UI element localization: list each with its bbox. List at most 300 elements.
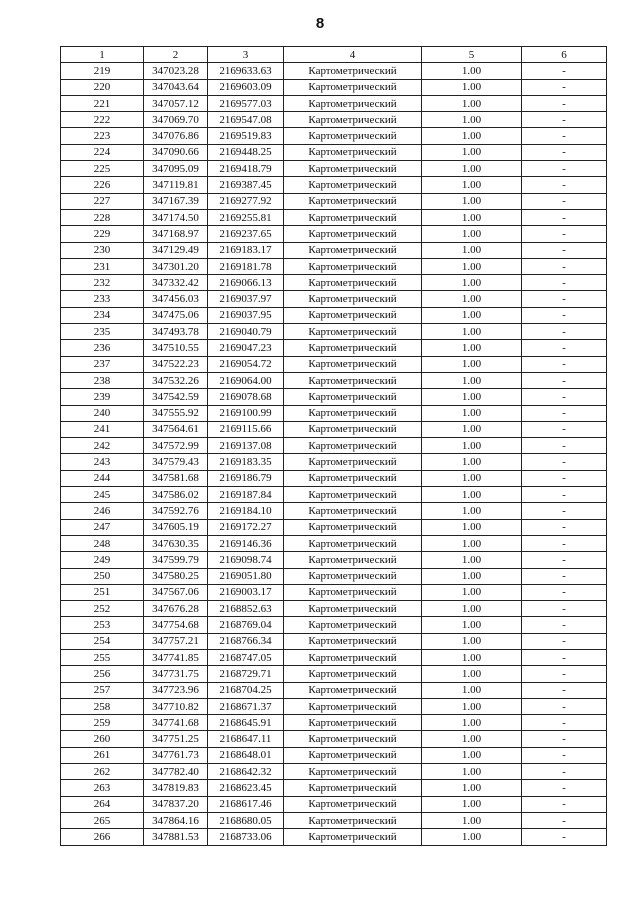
- point-number-cell: 238: [61, 372, 144, 388]
- accuracy-cell: 1.00: [422, 812, 522, 828]
- x-coordinate-cell: 347522.23: [144, 356, 208, 372]
- x-coordinate-cell: 347581.68: [144, 470, 208, 486]
- x-coordinate-cell: 347572.99: [144, 438, 208, 454]
- table-row: [61, 177, 607, 193]
- note-cell: -: [522, 112, 607, 128]
- y-coordinate-cell: 2169603.09: [208, 79, 284, 95]
- point-number-cell: 256: [61, 666, 144, 682]
- accuracy-cell: 1.00: [422, 209, 522, 225]
- method-cell: Картометрический: [284, 79, 422, 95]
- accuracy-cell: 1.00: [422, 568, 522, 584]
- x-coordinate-cell: 347819.83: [144, 780, 208, 796]
- y-coordinate-cell: 2168642.32: [208, 764, 284, 780]
- table-row: [61, 535, 607, 551]
- table-row: [61, 568, 607, 584]
- table-row: [61, 470, 607, 486]
- note-cell: -: [522, 438, 607, 454]
- x-coordinate-cell: 347710.82: [144, 698, 208, 714]
- note-cell: -: [522, 340, 607, 356]
- method-cell: Картометрический: [284, 764, 422, 780]
- note-cell: -: [522, 764, 607, 780]
- point-number-cell: 221: [61, 95, 144, 111]
- method-cell: Картометрический: [284, 340, 422, 356]
- point-number-cell: 244: [61, 470, 144, 486]
- y-coordinate-cell: 2169098.74: [208, 552, 284, 568]
- note-cell: -: [522, 747, 607, 763]
- y-coordinate-cell: 2169448.25: [208, 144, 284, 160]
- accuracy-cell: 1.00: [422, 829, 522, 845]
- accuracy-cell: 1.00: [422, 715, 522, 731]
- method-cell: Картометрический: [284, 796, 422, 812]
- point-number-cell: 241: [61, 421, 144, 437]
- accuracy-cell: 1.00: [422, 79, 522, 95]
- point-number-cell: 236: [61, 340, 144, 356]
- x-coordinate-cell: 347580.25: [144, 568, 208, 584]
- note-cell: -: [522, 307, 607, 323]
- method-cell: Картометрический: [284, 747, 422, 763]
- x-coordinate-cell: 347723.96: [144, 682, 208, 698]
- table-row: [61, 161, 607, 177]
- point-number-cell: 222: [61, 112, 144, 128]
- point-number-cell: 223: [61, 128, 144, 144]
- x-coordinate-cell: 347119.81: [144, 177, 208, 193]
- note-cell: -: [522, 193, 607, 209]
- x-coordinate-cell: 347630.35: [144, 535, 208, 551]
- accuracy-cell: 1.00: [422, 275, 522, 291]
- note-cell: -: [522, 780, 607, 796]
- accuracy-cell: 1.00: [422, 519, 522, 535]
- accuracy-cell: 1.00: [422, 112, 522, 128]
- x-coordinate-cell: 347168.97: [144, 226, 208, 242]
- method-cell: Картометрический: [284, 715, 422, 731]
- point-number-cell: 258: [61, 698, 144, 714]
- table-row: [61, 112, 607, 128]
- table-row: [61, 682, 607, 698]
- x-coordinate-cell: 347129.49: [144, 242, 208, 258]
- table-row: [61, 372, 607, 388]
- accuracy-cell: 1.00: [422, 617, 522, 633]
- y-coordinate-cell: 2168769.04: [208, 617, 284, 633]
- point-number-cell: 242: [61, 438, 144, 454]
- point-number-cell: 255: [61, 649, 144, 665]
- x-coordinate-cell: 347332.42: [144, 275, 208, 291]
- method-cell: Картометрический: [284, 161, 422, 177]
- y-coordinate-cell: 2169146.36: [208, 535, 284, 551]
- point-number-cell: 229: [61, 226, 144, 242]
- accuracy-cell: 1.00: [422, 666, 522, 682]
- point-number-cell: 254: [61, 633, 144, 649]
- table-row: [61, 649, 607, 665]
- accuracy-cell: 1.00: [422, 177, 522, 193]
- x-coordinate-cell: 347676.28: [144, 601, 208, 617]
- method-cell: Картометрический: [284, 112, 422, 128]
- x-coordinate-cell: 347761.73: [144, 747, 208, 763]
- y-coordinate-cell: 2168617.46: [208, 796, 284, 812]
- accuracy-cell: 1.00: [422, 128, 522, 144]
- y-coordinate-cell: 2169418.79: [208, 161, 284, 177]
- method-cell: Картометрический: [284, 780, 422, 796]
- x-coordinate-cell: 347881.53: [144, 829, 208, 845]
- table-row: [61, 796, 607, 812]
- point-number-cell: 232: [61, 275, 144, 291]
- y-coordinate-cell: 2168733.06: [208, 829, 284, 845]
- method-cell: Картометрический: [284, 731, 422, 747]
- table-row: [61, 144, 607, 160]
- method-cell: Картометрический: [284, 372, 422, 388]
- y-coordinate-cell: 2169051.80: [208, 568, 284, 584]
- point-number-cell: 245: [61, 487, 144, 503]
- table-row: [61, 715, 607, 731]
- note-cell: -: [522, 226, 607, 242]
- note-cell: -: [522, 79, 607, 95]
- point-number-cell: 264: [61, 796, 144, 812]
- method-cell: Картометрический: [284, 291, 422, 307]
- table-row: [61, 764, 607, 780]
- y-coordinate-cell: 2169078.68: [208, 389, 284, 405]
- y-coordinate-cell: 2168648.01: [208, 747, 284, 763]
- y-coordinate-cell: 2169547.08: [208, 112, 284, 128]
- x-coordinate-cell: 347167.39: [144, 193, 208, 209]
- accuracy-cell: 1.00: [422, 747, 522, 763]
- note-cell: -: [522, 324, 607, 340]
- table-row: [61, 356, 607, 372]
- point-number-cell: 237: [61, 356, 144, 372]
- note-cell: -: [522, 389, 607, 405]
- note-cell: -: [522, 552, 607, 568]
- point-number-cell: 228: [61, 209, 144, 225]
- method-cell: Картометрический: [284, 258, 422, 274]
- accuracy-cell: 1.00: [422, 258, 522, 274]
- accuracy-cell: 1.00: [422, 764, 522, 780]
- x-coordinate-cell: 347837.20: [144, 796, 208, 812]
- table-row: [61, 812, 607, 828]
- note-cell: -: [522, 535, 607, 551]
- accuracy-cell: 1.00: [422, 389, 522, 405]
- table-body: [61, 63, 607, 845]
- table-row: [61, 780, 607, 796]
- x-coordinate-cell: 347605.19: [144, 519, 208, 535]
- table-row: [61, 666, 607, 682]
- x-coordinate-cell: 347782.40: [144, 764, 208, 780]
- accuracy-cell: 1.00: [422, 356, 522, 372]
- accuracy-cell: 1.00: [422, 796, 522, 812]
- y-coordinate-cell: 2169064.00: [208, 372, 284, 388]
- page-number: 8: [315, 15, 325, 32]
- column-header-4: 4: [284, 47, 422, 63]
- method-cell: Картометрический: [284, 275, 422, 291]
- note-cell: -: [522, 812, 607, 828]
- note-cell: -: [522, 275, 607, 291]
- point-number-cell: 250: [61, 568, 144, 584]
- accuracy-cell: 1.00: [422, 95, 522, 111]
- table-row: [61, 617, 607, 633]
- method-cell: Картометрический: [284, 389, 422, 405]
- x-coordinate-cell: 347579.43: [144, 454, 208, 470]
- table-row: [61, 633, 607, 649]
- y-coordinate-cell: 2169047.23: [208, 340, 284, 356]
- y-coordinate-cell: 2169183.35: [208, 454, 284, 470]
- y-coordinate-cell: 2168704.25: [208, 682, 284, 698]
- x-coordinate-cell: 347090.66: [144, 144, 208, 160]
- note-cell: -: [522, 95, 607, 111]
- table-row: [61, 242, 607, 258]
- table-header: [61, 47, 607, 63]
- method-cell: Картометрический: [284, 633, 422, 649]
- y-coordinate-cell: 2168645.91: [208, 715, 284, 731]
- method-cell: Картометрический: [284, 128, 422, 144]
- table-row: [61, 438, 607, 454]
- method-cell: Картометрический: [284, 193, 422, 209]
- method-cell: Картометрический: [284, 242, 422, 258]
- point-number-cell: 247: [61, 519, 144, 535]
- x-coordinate-cell: 347023.28: [144, 63, 208, 79]
- point-number-cell: 265: [61, 812, 144, 828]
- accuracy-cell: 1.00: [422, 242, 522, 258]
- note-cell: -: [522, 601, 607, 617]
- accuracy-cell: 1.00: [422, 454, 522, 470]
- table-row: [61, 829, 607, 845]
- y-coordinate-cell: 2169037.95: [208, 307, 284, 323]
- method-cell: Картометрический: [284, 649, 422, 665]
- table-row: [61, 503, 607, 519]
- x-coordinate-cell: 347475.06: [144, 307, 208, 323]
- method-cell: Картометрический: [284, 470, 422, 486]
- note-cell: -: [522, 209, 607, 225]
- x-coordinate-cell: 347301.20: [144, 258, 208, 274]
- method-cell: Картометрический: [284, 503, 422, 519]
- accuracy-cell: 1.00: [422, 633, 522, 649]
- accuracy-cell: 1.00: [422, 682, 522, 698]
- point-number-cell: 249: [61, 552, 144, 568]
- point-number-cell: 248: [61, 535, 144, 551]
- column-header-5: 5: [422, 47, 522, 63]
- point-number-cell: 225: [61, 161, 144, 177]
- note-cell: -: [522, 617, 607, 633]
- accuracy-cell: 1.00: [422, 226, 522, 242]
- method-cell: Картометрический: [284, 682, 422, 698]
- y-coordinate-cell: 2169387.45: [208, 177, 284, 193]
- note-cell: -: [522, 372, 607, 388]
- note-cell: -: [522, 177, 607, 193]
- x-coordinate-cell: 347564.61: [144, 421, 208, 437]
- table-row: [61, 747, 607, 763]
- table-row: [61, 487, 607, 503]
- accuracy-cell: 1.00: [422, 487, 522, 503]
- accuracy-cell: 1.00: [422, 601, 522, 617]
- y-coordinate-cell: 2168647.11: [208, 731, 284, 747]
- table-row: [61, 405, 607, 421]
- x-coordinate-cell: 347057.12: [144, 95, 208, 111]
- y-coordinate-cell: 2168747.05: [208, 649, 284, 665]
- note-cell: -: [522, 519, 607, 535]
- accuracy-cell: 1.00: [422, 698, 522, 714]
- point-number-cell: 220: [61, 79, 144, 95]
- column-header-3: 3: [208, 47, 284, 63]
- accuracy-cell: 1.00: [422, 372, 522, 388]
- y-coordinate-cell: 2169186.79: [208, 470, 284, 486]
- method-cell: Картометрический: [284, 63, 422, 79]
- method-cell: Картометрический: [284, 519, 422, 535]
- table-row: [61, 226, 607, 242]
- table-row: [61, 454, 607, 470]
- y-coordinate-cell: 2169633.63: [208, 63, 284, 79]
- method-cell: Картометрический: [284, 535, 422, 551]
- method-cell: Картометрический: [284, 829, 422, 845]
- x-coordinate-cell: 347076.86: [144, 128, 208, 144]
- point-number-cell: 230: [61, 242, 144, 258]
- x-coordinate-cell: 347510.55: [144, 340, 208, 356]
- point-number-cell: 253: [61, 617, 144, 633]
- table-row: [61, 209, 607, 225]
- table-row: [61, 421, 607, 437]
- accuracy-cell: 1.00: [422, 470, 522, 486]
- column-header-1: 1: [61, 47, 144, 63]
- accuracy-cell: 1.00: [422, 144, 522, 160]
- table-row: [61, 552, 607, 568]
- accuracy-cell: 1.00: [422, 307, 522, 323]
- x-coordinate-cell: 347592.76: [144, 503, 208, 519]
- note-cell: -: [522, 568, 607, 584]
- table-row: [61, 389, 607, 405]
- note-cell: -: [522, 63, 607, 79]
- method-cell: Картометрический: [284, 568, 422, 584]
- table-row: [61, 601, 607, 617]
- point-number-cell: 257: [61, 682, 144, 698]
- accuracy-cell: 1.00: [422, 291, 522, 307]
- table-row: [61, 519, 607, 535]
- x-coordinate-cell: 347567.06: [144, 584, 208, 600]
- note-cell: -: [522, 454, 607, 470]
- point-number-cell: 260: [61, 731, 144, 747]
- x-coordinate-cell: 347069.70: [144, 112, 208, 128]
- note-cell: -: [522, 470, 607, 486]
- y-coordinate-cell: 2169277.92: [208, 193, 284, 209]
- x-coordinate-cell: 347754.68: [144, 617, 208, 633]
- y-coordinate-cell: 2168852.63: [208, 601, 284, 617]
- accuracy-cell: 1.00: [422, 649, 522, 665]
- table-row: [61, 95, 607, 111]
- accuracy-cell: 1.00: [422, 405, 522, 421]
- x-coordinate-cell: 347586.02: [144, 487, 208, 503]
- point-number-cell: 235: [61, 324, 144, 340]
- y-coordinate-cell: 2169137.08: [208, 438, 284, 454]
- x-coordinate-cell: 347532.26: [144, 372, 208, 388]
- point-number-cell: 226: [61, 177, 144, 193]
- note-cell: -: [522, 796, 607, 812]
- accuracy-cell: 1.00: [422, 438, 522, 454]
- x-coordinate-cell: 347757.21: [144, 633, 208, 649]
- method-cell: Картометрический: [284, 356, 422, 372]
- point-number-cell: 246: [61, 503, 144, 519]
- y-coordinate-cell: 2168623.45: [208, 780, 284, 796]
- note-cell: -: [522, 633, 607, 649]
- method-cell: Картометрический: [284, 584, 422, 600]
- table-row: [61, 193, 607, 209]
- x-coordinate-cell: 347456.03: [144, 291, 208, 307]
- x-coordinate-cell: 347043.64: [144, 79, 208, 95]
- method-cell: Картометрический: [284, 438, 422, 454]
- note-cell: -: [522, 128, 607, 144]
- method-cell: Картометрический: [284, 601, 422, 617]
- x-coordinate-cell: 347731.75: [144, 666, 208, 682]
- y-coordinate-cell: 2169066.13: [208, 275, 284, 291]
- coordinates-table: [60, 46, 607, 846]
- note-cell: -: [522, 405, 607, 421]
- method-cell: Картометрический: [284, 666, 422, 682]
- table-row: [61, 584, 607, 600]
- accuracy-cell: 1.00: [422, 193, 522, 209]
- note-cell: -: [522, 421, 607, 437]
- note-cell: -: [522, 503, 607, 519]
- note-cell: -: [522, 715, 607, 731]
- y-coordinate-cell: 2169255.81: [208, 209, 284, 225]
- note-cell: -: [522, 666, 607, 682]
- table-row: [61, 324, 607, 340]
- method-cell: Картометрический: [284, 226, 422, 242]
- point-number-cell: 224: [61, 144, 144, 160]
- method-cell: Картометрический: [284, 144, 422, 160]
- x-coordinate-cell: 347741.68: [144, 715, 208, 731]
- method-cell: Картометрический: [284, 812, 422, 828]
- table-row: [61, 698, 607, 714]
- x-coordinate-cell: 347095.09: [144, 161, 208, 177]
- accuracy-cell: 1.00: [422, 63, 522, 79]
- y-coordinate-cell: 2169181.78: [208, 258, 284, 274]
- y-coordinate-cell: 2169037.97: [208, 291, 284, 307]
- y-coordinate-cell: 2169183.17: [208, 242, 284, 258]
- point-number-cell: 243: [61, 454, 144, 470]
- header-row: [61, 47, 607, 63]
- y-coordinate-cell: 2169577.03: [208, 95, 284, 111]
- note-cell: -: [522, 487, 607, 503]
- note-cell: -: [522, 649, 607, 665]
- point-number-cell: 266: [61, 829, 144, 845]
- note-cell: -: [522, 682, 607, 698]
- y-coordinate-cell: 2168671.37: [208, 698, 284, 714]
- accuracy-cell: 1.00: [422, 503, 522, 519]
- accuracy-cell: 1.00: [422, 552, 522, 568]
- column-header-2: 2: [144, 47, 208, 63]
- point-number-cell: 227: [61, 193, 144, 209]
- point-number-cell: 262: [61, 764, 144, 780]
- note-cell: -: [522, 242, 607, 258]
- y-coordinate-cell: 2169519.83: [208, 128, 284, 144]
- note-cell: -: [522, 731, 607, 747]
- x-coordinate-cell: 347555.92: [144, 405, 208, 421]
- method-cell: Картометрический: [284, 617, 422, 633]
- accuracy-cell: 1.00: [422, 584, 522, 600]
- y-coordinate-cell: 2168680.05: [208, 812, 284, 828]
- x-coordinate-cell: 347751.25: [144, 731, 208, 747]
- point-number-cell: 259: [61, 715, 144, 731]
- point-number-cell: 219: [61, 63, 144, 79]
- table-row: [61, 275, 607, 291]
- note-cell: -: [522, 258, 607, 274]
- accuracy-cell: 1.00: [422, 780, 522, 796]
- x-coordinate-cell: 347864.16: [144, 812, 208, 828]
- point-number-cell: 234: [61, 307, 144, 323]
- point-number-cell: 240: [61, 405, 144, 421]
- y-coordinate-cell: 2169040.79: [208, 324, 284, 340]
- method-cell: Картометрический: [284, 487, 422, 503]
- method-cell: Картометрический: [284, 95, 422, 111]
- x-coordinate-cell: 347741.85: [144, 649, 208, 665]
- accuracy-cell: 1.00: [422, 535, 522, 551]
- accuracy-cell: 1.00: [422, 161, 522, 177]
- accuracy-cell: 1.00: [422, 324, 522, 340]
- method-cell: Картометрический: [284, 421, 422, 437]
- method-cell: Картометрический: [284, 454, 422, 470]
